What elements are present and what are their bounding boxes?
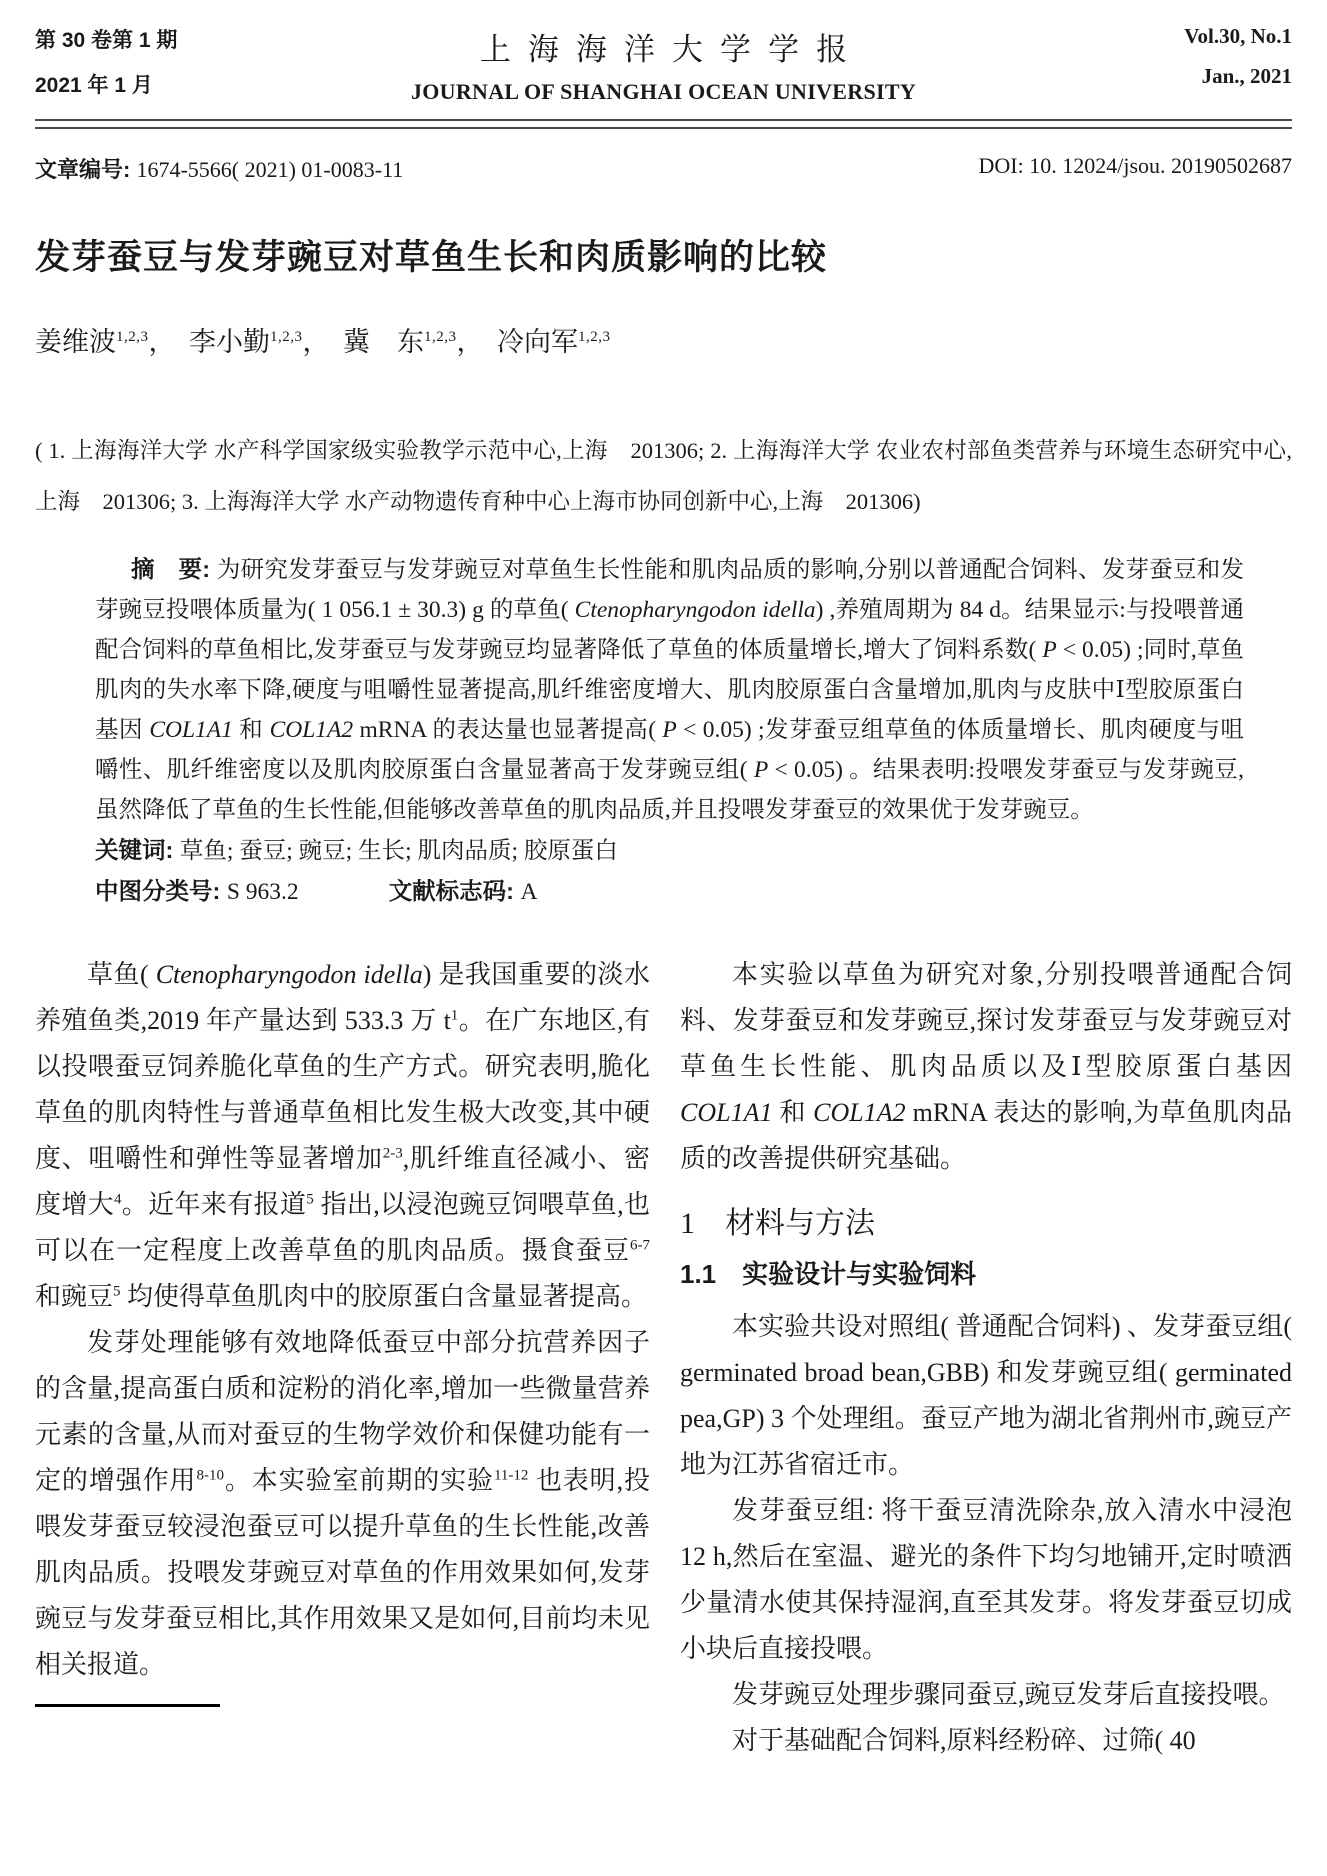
author-name: 李小勤 <box>189 327 270 357</box>
article-meta-row <box>35 153 1292 184</box>
author-affil-sup: 1,2,3 <box>116 329 149 345</box>
abstract-paragraph <box>95 549 1244 830</box>
issue-info <box>35 24 275 99</box>
author-separator: ， <box>456 327 497 357</box>
issue-info-en <box>1052 24 1292 89</box>
author-separator: ， <box>148 327 189 357</box>
journal-title-block <box>275 24 1052 105</box>
body-paragraph: 本实验以草鱼为研究对象,分别投喂普通配合饲料、发芽蚕豆和发芽豌豆,探讨发芽蚕豆与发芽豌豆对草鱼生长性能、肌肉品质以及Ⅰ型胶原蛋白基因 COL1A1 和 COL1A2 mRNA 表达的影响,为草鱼肌肉品质的改善提供研究基础。 <box>680 960 1292 1173</box>
body-paragraph: 发芽处理能够有效地降低蚕豆中部分抗营养因子的含量,提高蛋白质和淀粉的消化率,增加一些微量营养元素的含量,从而对蚕豆的生物学效价和保健功能有一定的增强作用$^{8-10}$。本实验室前期的实验$^{11-12}$ 也表明,投喂发芽蚕豆较浸泡蚕豆可以提升草鱼的生长性能,改善肌肉品质。投喂发芽豌豆对草鱼的作用效果如何,发芽豌豆与发芽蚕豆相比,其作用效果又是如何,目前均未见相关报道。 <box>35 1328 650 1679</box>
author-affil-sup: 1,2,3 <box>578 329 611 345</box>
keywords-line <box>95 830 1244 871</box>
body-paragraph: 发芽豌豆处理步骤同蚕豆,豌豆发芽后直接投喂。 <box>732 1679 1285 1709</box>
section-heading-1: 1 材料与方法 <box>680 1207 875 1240</box>
author-name: 姜维波 <box>35 327 116 357</box>
abstract-text: 为研究发芽蚕豆与发芽豌豆对草鱼生长性能和肌肉品质的影响,分别以普通配合饲料、发芽蚕豆和发芽豌豆投喂体质量为( 1 056.1 ± 30.3) g 的草鱼( Ctenopharyngodon idella) ,养殖周期为 84 d。结果显示:与投喂普通配合饲料的草鱼相比,发芽蚕豆与发芽豌豆均显著降低了草鱼的体质量增长,增大了饲料系数( P < 0.05) ;同时,草鱼肌肉的失水率下降,硬度与咀嚼性显著提高,肌纤维密度增大、肌肉胶原蛋白含量增加,肌肉与皮肤中Ⅰ型胶原蛋白基因 COL1A1 和 COL1A2 mRNA 的表达量也显著提高( P < 0.05) ;发芽蚕豆组草鱼的体质量增长、肌肉硬度与咀嚼性、肌纤维密度以及肌肉胶原蛋白含量显著高于发芽豌豆组( P < 0.05) 。结果表明:投喂发芽蚕豆与发芽豌豆,虽然降低了草鱼的生长性能,但能够改善草鱼的肌肉品质,并且投喂发芽蚕豆的效果优于发芽豌豆。 <box>95 557 1245 823</box>
journal-title-en: JOURNAL OF SHANGHAI OCEAN UNIVERSITY <box>410 79 917 104</box>
body-paragraph: 本实验共设对照组( 普通配合饲料) 、发芽蚕豆组( germinated broad bean,GBB) 和发芽豌豆组( germinated pea,GP) 3 个处理组。蚕豆产地为湖北省荆州市,豌豆产地为江苏省宿迁市。 <box>680 1311 1292 1479</box>
volume-issue-en: Vol.30, No.1 <box>1184 24 1292 48</box>
classification-line <box>95 871 1244 912</box>
article-number <box>35 153 403 184</box>
body-columns <box>35 952 1292 1764</box>
right-column <box>680 952 1292 1764</box>
keywords-text: 草鱼; 蚕豆; 豌豆; 生长; 肌肉品质; 胶原蛋白 <box>179 838 618 864</box>
author-name: 冷向军 <box>497 327 578 357</box>
author-affil-sup: 1,2,3 <box>270 329 303 345</box>
issue-date-cn: 2021 年 1 月 <box>35 74 153 97</box>
doc-code-label: 文献标志码: <box>388 878 521 904</box>
article-title: 发芽蚕豆与发芽豌豆对草鱼生长和肉质影响的比较 <box>35 238 828 277</box>
author-separator: ， <box>302 327 343 357</box>
author-affil-sup: 1,2,3 <box>424 329 457 345</box>
author <box>497 327 611 357</box>
header-divider <box>35 119 1292 129</box>
abstract-block <box>95 549 1244 912</box>
author <box>343 327 457 357</box>
article-number-value: 1674-5566( 2021) 01-0083-11 <box>136 157 404 182</box>
abstract-label: 摘 要: <box>131 556 217 582</box>
issue-date-en: Jan., 2021 <box>1201 64 1292 88</box>
author <box>35 327 149 357</box>
keywords-label: 关键词: <box>95 837 180 863</box>
left-column <box>35 952 650 1764</box>
footnote-divider <box>35 1704 220 1707</box>
body-paragraph: 发芽蚕豆组: 将干蚕豆清洗除杂,放入清水中浸泡 12 h,然后在室温、避光的条件下均匀地铺开,定时喷洒少量清水使其保持湿润,直至其发芽。将发芽蚕豆切成小块后直接投喂。 <box>680 1495 1292 1663</box>
volume-issue: 第 30 卷第 1 期 <box>35 29 178 52</box>
section-heading-1-1: 1.1 实验设计与实验饲料 <box>680 1259 977 1289</box>
authors-line <box>35 320 1292 359</box>
doi: DOI: 10. 12024/jsou. 20190502687 <box>978 153 1292 178</box>
author-name: 冀 东 <box>343 327 424 357</box>
article-number-label: 文章编号: <box>35 157 137 182</box>
body-paragraph: 草鱼( Ctenopharyngodon idella) 是我国重要的淡水养殖鱼类,2019 年产量达到 533.3 万 $t^1$。在广东地区,有以投喂蚕豆饲养脆化草鱼的生产方式。研究表明,脆化草鱼的肌肉特性与普通草鱼相比发生极大改变,其中硬度、咀嚼性和弹性等显著增加$^{2-3}$,肌纤维直径减小、密度增大$^4$。近年来有报道$^5$ 指出,以浸泡豌豆饲喂草鱼,也可以在一定程度上改善草鱼的肌肉品质。摄食蚕豆$^{6-7}$ 和豌豆$^5$ 均使得草鱼肌肉中的胶原蛋白含量显著提高。 <box>35 960 650 1311</box>
journal-title-cn: 上海海洋大学学报 <box>479 32 865 67</box>
doc-code-value: A <box>520 879 538 905</box>
body-paragraph: 对于基础配合饲料,原料经粉碎、过筛( 40 <box>732 1725 1196 1755</box>
journal-header <box>35 24 1292 105</box>
author <box>189 327 303 357</box>
clc-value: S 963.2 <box>226 879 299 905</box>
clc-label: 中图分类号: <box>95 878 227 904</box>
affiliations: ( 1. 上海海洋大学 水产科学国家级实验教学示范中心,上海 201306; 2. 上海海洋大学 农业农村部鱼类营养与环境生态研究中心,上海 201306; 3. 上海海洋大学 水产动物遗传育种中心上海市协同创新中心,上海 201306) <box>35 438 1292 514</box>
